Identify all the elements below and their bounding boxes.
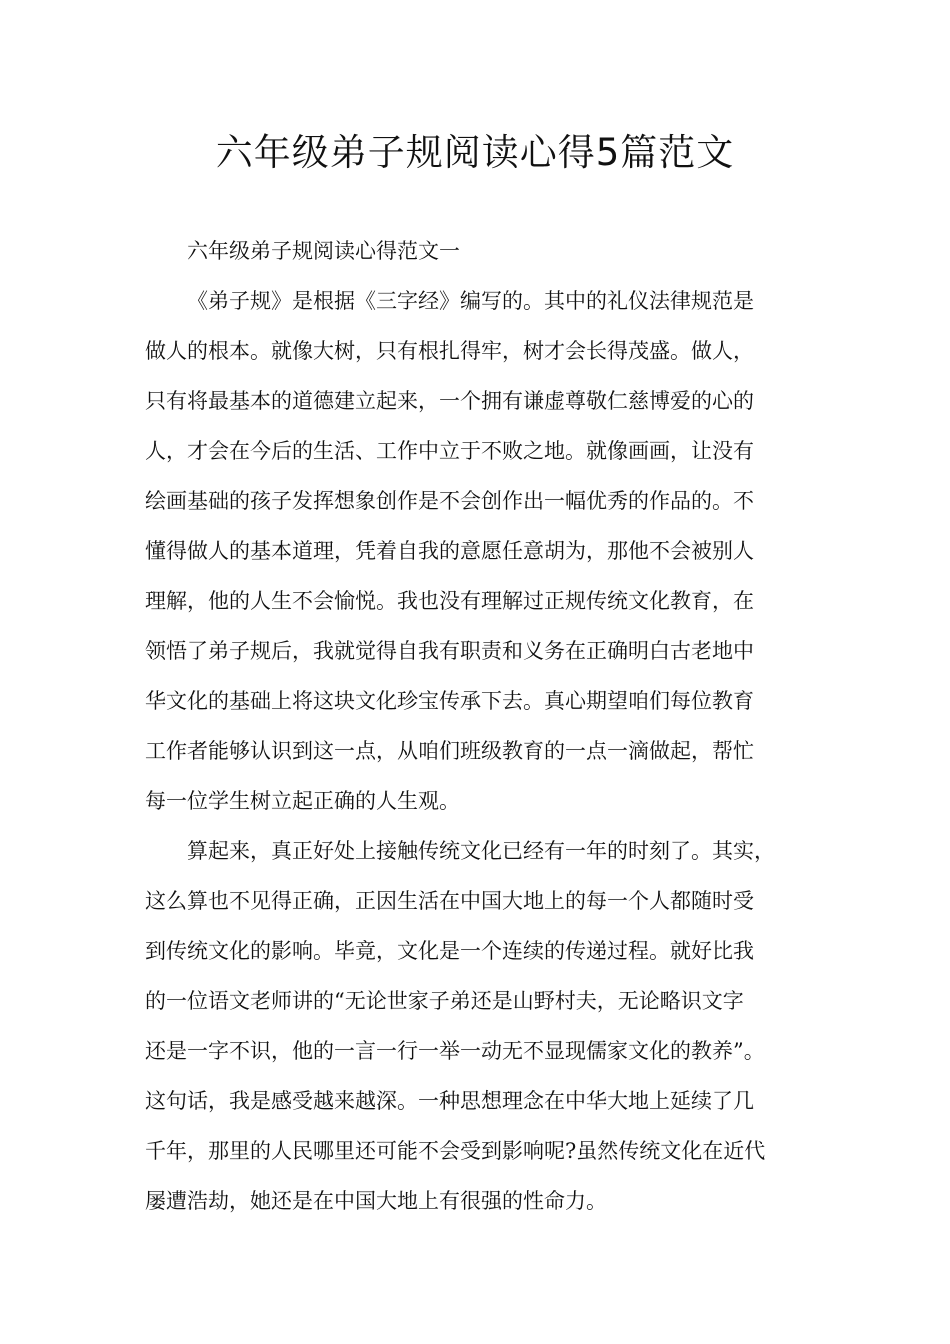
paragraph-line: 绘画基础的孩子发挥想象创作是不会创作出一幅优秀的作品的。不 xyxy=(145,489,754,513)
document-body xyxy=(145,226,805,1226)
paragraph-line: 算起来，真正好处上接触传统文化已经有一年的时刻了。其实， xyxy=(187,839,775,863)
paragraph-line: 这句话，我是感受越来越深。一种思想理念在中华大地上延续了几 xyxy=(145,1089,754,1113)
paragraph-line: 工作者能够认识到这一点，从咱们班级教育的一点一滴做起，帮忙 xyxy=(145,739,754,763)
document-title: 六年级弟子规阅读心得5篇范文 xyxy=(215,131,735,174)
paragraph-line: 这么算也不见得正确，正因生活在中国大地上的每一个人都随时受 xyxy=(145,889,754,913)
paragraph-line: 人，才会在今后的生活、工作中立于不败之地。就像画画，让没有 xyxy=(145,439,754,463)
paragraph-line: 做人的根本。就像大树，只有根扎得牢，树才会长得茂盛。做人， xyxy=(145,339,754,363)
paragraph-line: 《弟子规》是根据《三字经》编写的。其中的礼仪法律规范是 xyxy=(187,289,754,313)
paragraph-2 xyxy=(145,826,805,1226)
section-heading: 六年级弟子规阅读心得范文一 xyxy=(187,239,460,263)
paragraph-line: 领悟了弟子规后，我就觉得自我有职责和义务在正确明白古老地中 xyxy=(145,639,754,663)
paragraph-line: 理解，他的人生不会愉悦。我也没有理解过正规传统文化教育，在 xyxy=(145,589,754,613)
paragraph-line: 懂得做人的基本道理，凭着自我的意愿任意胡为，那他不会被别人 xyxy=(145,539,754,563)
paragraph-line: 到传统文化的影响。毕竟，文化是一个连续的传递过程。就好比我 xyxy=(145,939,754,963)
paragraph-line: 屡遭浩劫，她还是在中国大地上有很强的性命力。 xyxy=(145,1189,607,1213)
paragraph-line: 的一位语文老师讲的“无论世家子弟还是山野村夫，无论略识文字 xyxy=(145,989,744,1013)
paragraph-line: 华文化的基础上将这块文化珍宝传承下去。真心期望咱们每位教育 xyxy=(145,689,754,713)
paragraph-line: 千年，那里的人民哪里还可能不会受到影响呢?虽然传统文化在近代 xyxy=(145,1139,766,1163)
paragraph-line: 只有将最基本的道德建立起来，一个拥有谦虚尊敬仁慈博爱的心的 xyxy=(145,389,754,413)
paragraph-line: 还是一字不识，他的一言一行一举一动无不显现儒家文化的教养”。 xyxy=(145,1039,765,1063)
paragraph-line: 每一位学生树立起正确的人生观。 xyxy=(145,789,460,813)
paragraph-1 xyxy=(145,276,805,826)
